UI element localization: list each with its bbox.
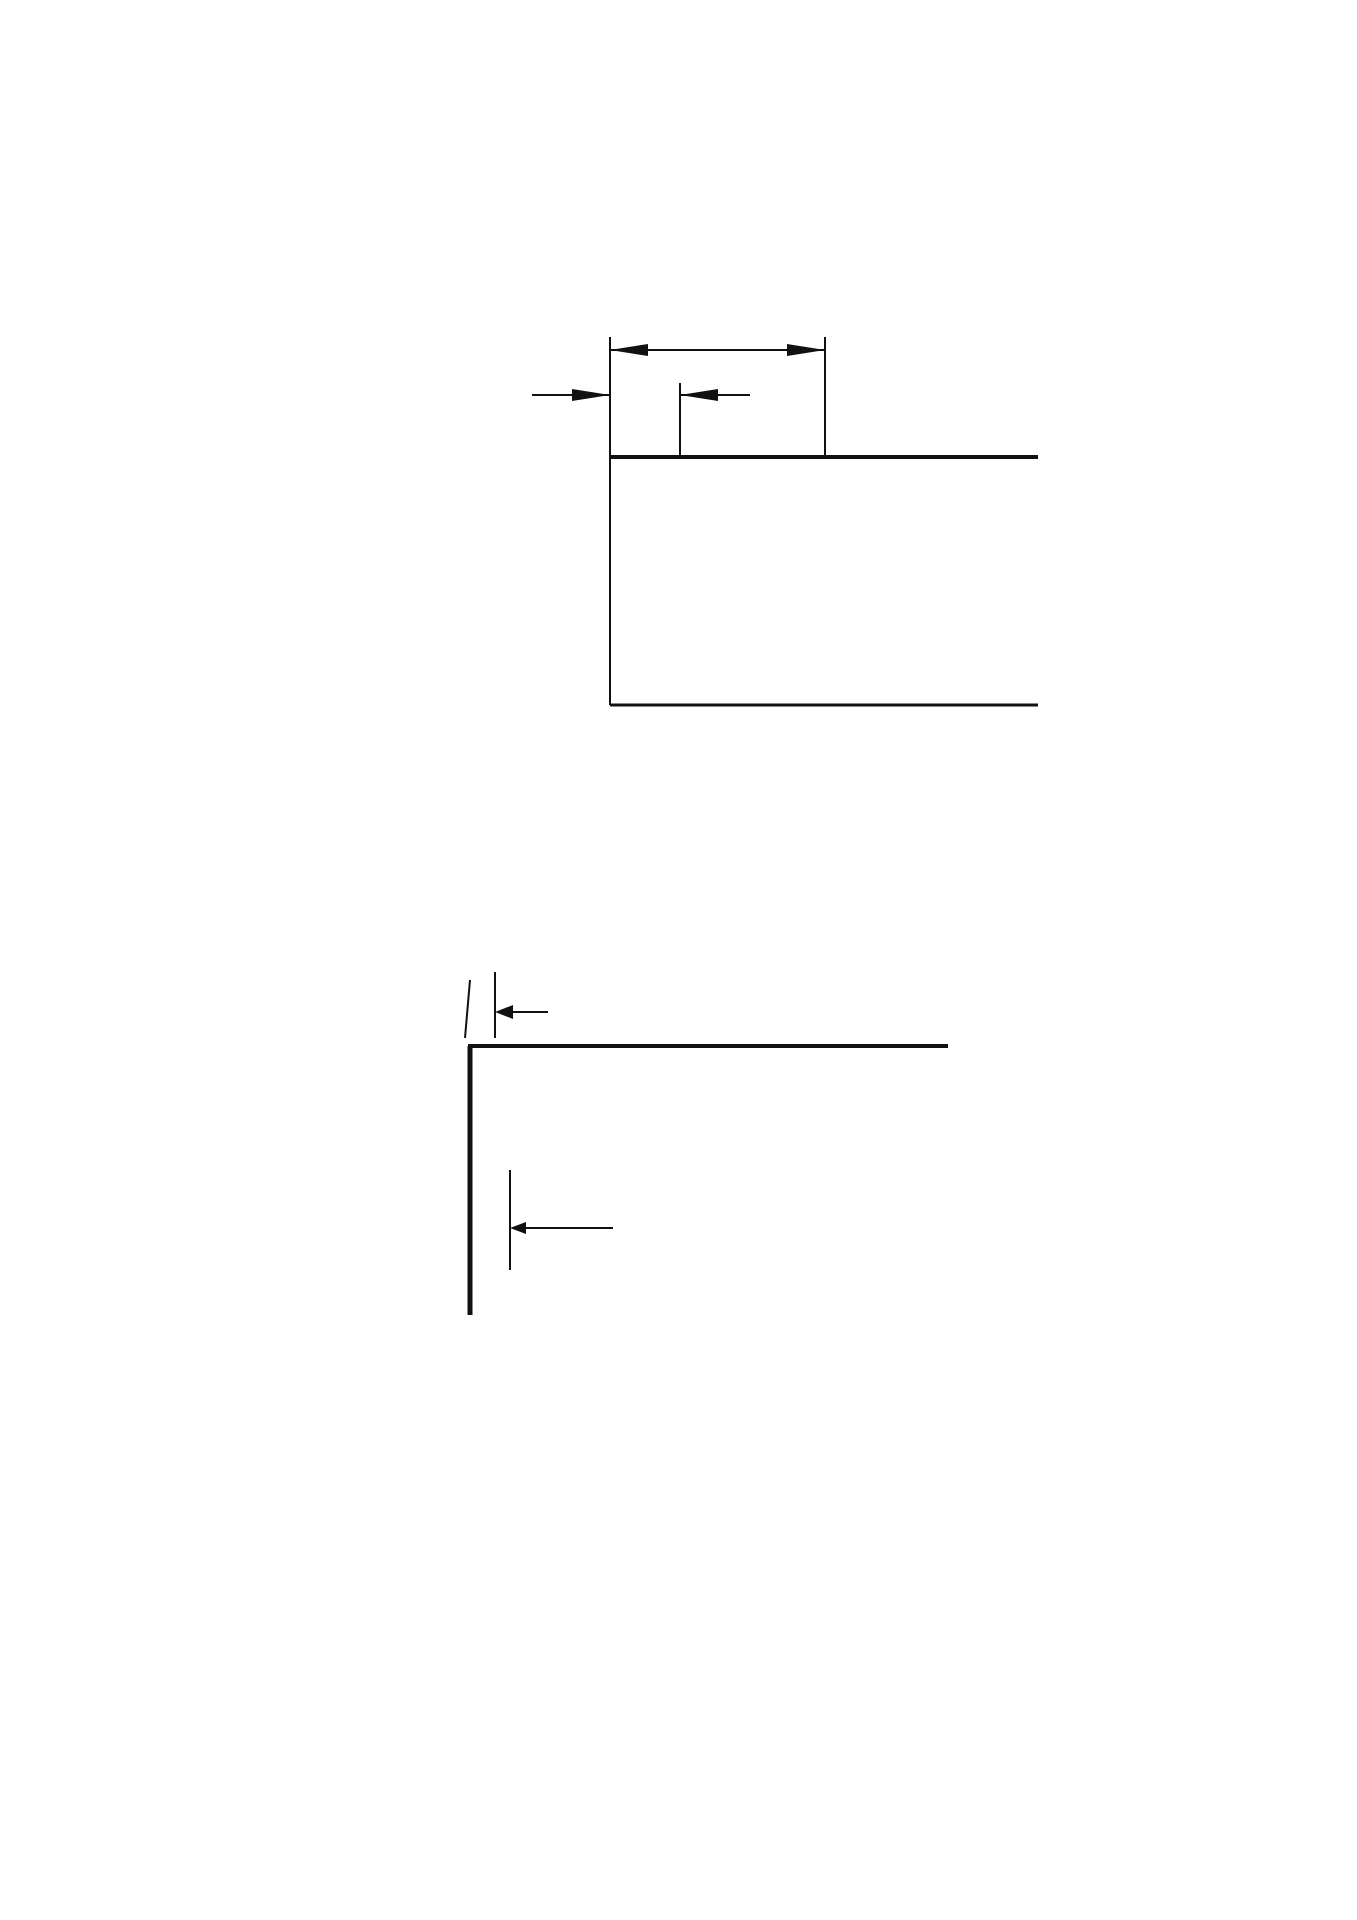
- arrowhead-mm: [510, 1222, 526, 1234]
- arrowhead-right-kh: [787, 344, 825, 356]
- arrowhead-left-kh: [610, 344, 648, 356]
- figure-2-41-ruler-closeup: [458, 960, 958, 1320]
- arrowhead-right-k: [680, 389, 718, 401]
- arrowhead-half: [495, 1005, 513, 1019]
- figure-2-40-ruler: [520, 325, 1040, 710]
- arrowhead-left-k: [572, 389, 610, 401]
